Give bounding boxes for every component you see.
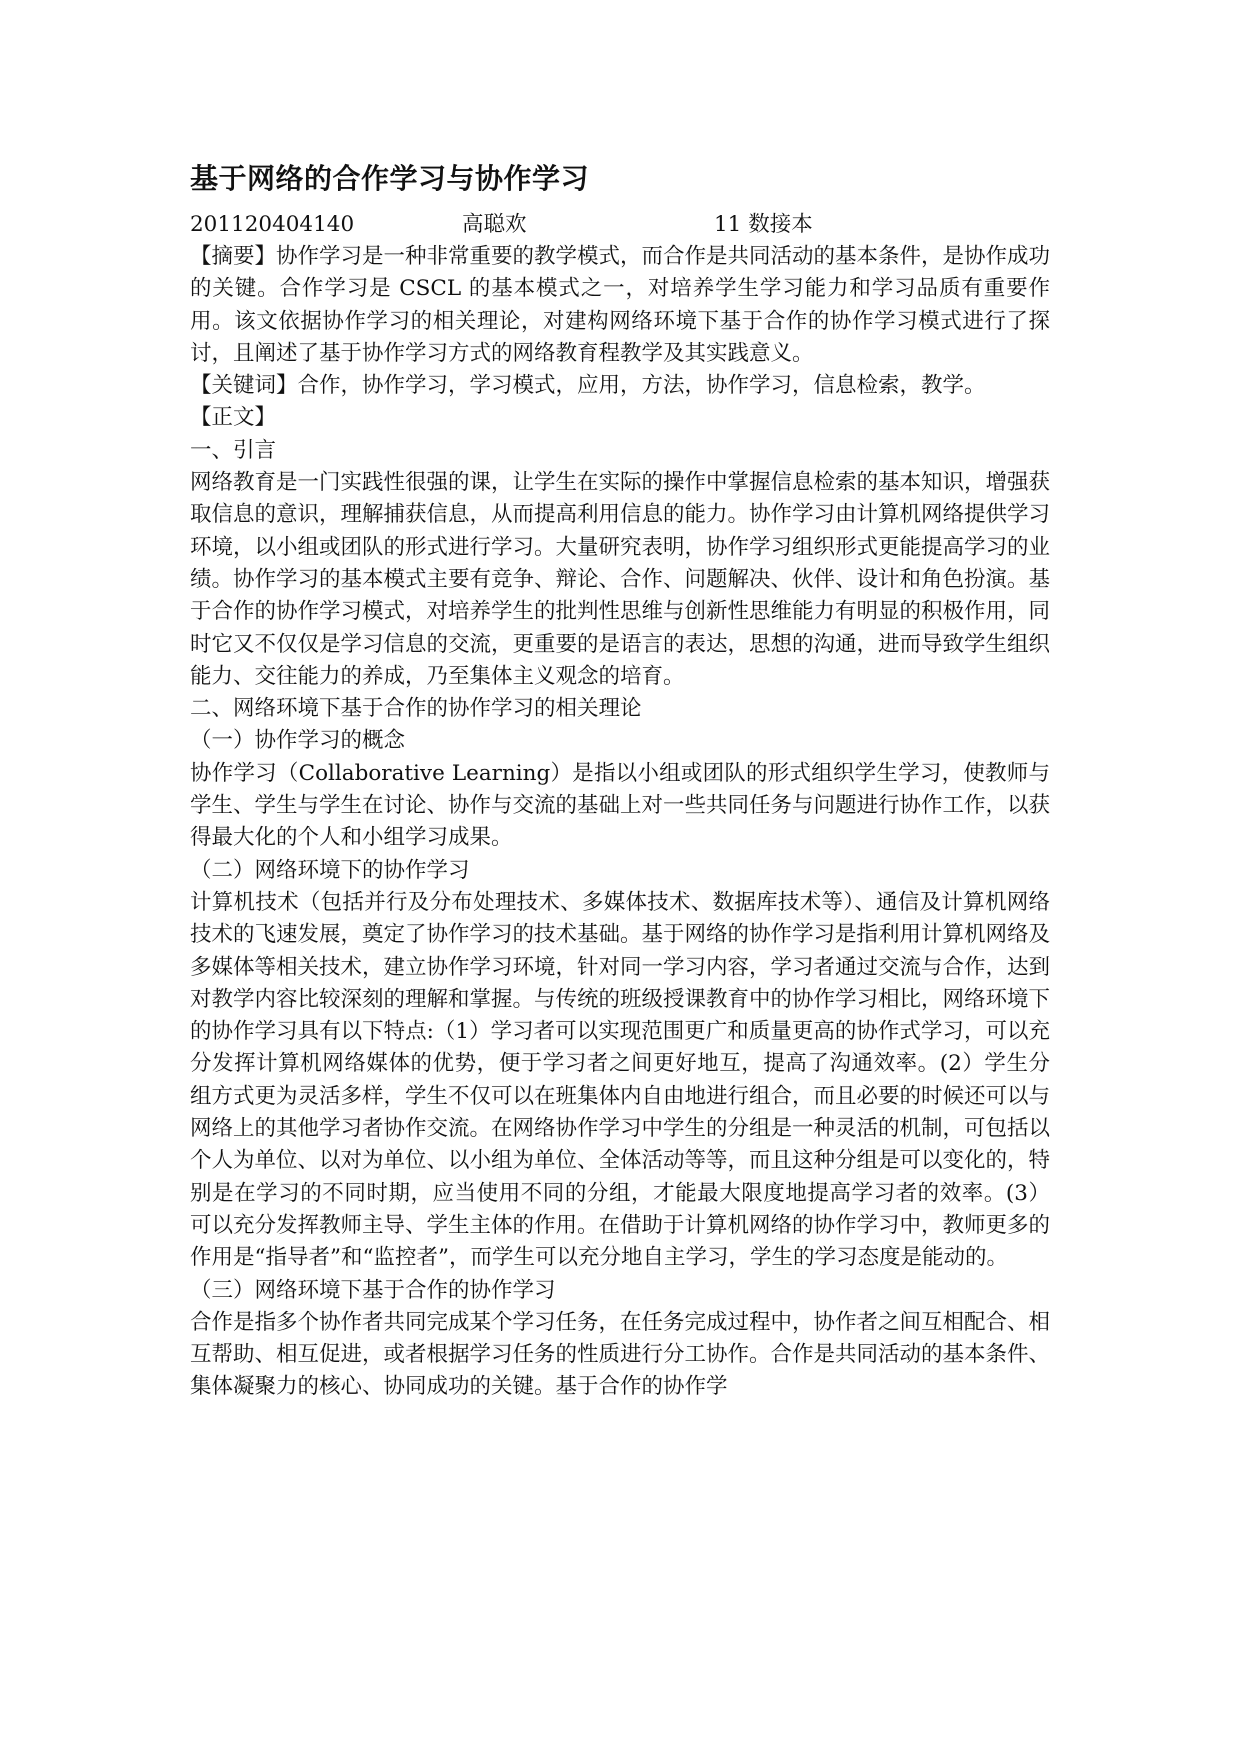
section-paragraph: 计算机技术（包括并行及分布处理技术、多媒体技术、数据库技术等）、通信及计算机网络技术的飞速发展，奠定了协作学习的技术基础。基于网络的协作学习是指利用计算机网络及多媒体等相关技术，建立协作学习环境，针对同一学习内容，学习者通过交流与合作，达到对教学内容比较深刻的理解和掌握。与传统的班级授课教育中的协作学习相比，网络环境下的协作学习具有以下特点:（1）学习者可以实现范围更广和质量更高的协作式学习，可以充分发挥计算机网络媒体的优势，便于学习者之间更好地互，提高了沟通效率。(2）学生分组方式更为灵活多样，学生不仅可以在班集体内自由地进行组合，而且必要的时候还可以与网络上的其他学习者协作交流。在网络协作学习中学生的分组是一种灵活的机制，可包括以个人为单位、以对为单位、以小组为单位、全体活动等等，而且这种分组是可以变化的，特别是在学习的不同时期，应当使用不同的分组，才能最大限度地提高学习者的效率。(3）可以充分发挥教师主导、学生主体的作用。在借助于计算机网络的协作学习中，教师更多的作用是“指导者”和“监控者”，而学生可以充分地自主学习，学生的学习态度是能动的。 [190,889,1051,1271]
author-name: 高聪欢 [462,212,527,237]
section-paragraph: 合作是指多个协作者共同完成某个学习任务，在任务完成过程中，协作者之间互相配合、相互帮助、相互促进，或者根据学习任务的性质进行分工协作。合作是共同活动的基本条件、集体凝聚力的核心、协同成功的关键。基于合作的协作学 [190,1309,1051,1400]
document-title: 基于网络的合作学习与协作学习 [190,162,590,195]
section-paragraph: 网络教育是一门实践性很强的课，让学生在实际的操作中掌握信息检索的基本知识，增强获取信息的意识，理解捕获信息，从而提高利用信息的能力。协作学习由计算机网络提供学习环境，以小组或团队的形式进行学习。大量研究表明，协作学习组织形式更能提高学习的业绩。协作学习的基本模式主要有竞争、辩论、合作、问题解决、伙伴、设计和角色扮演。基于合作的协作学习模式，对培养学生的批判性思维与创新性思维能力有明显的积极作用，同时它又不仅仅是学习信息的交流，更重要的是语言的表达，思想的沟通，进而导致学生组织能力、交往能力的养成，乃至集体主义观念的培育。 [190,470,1051,689]
class-name: 11 数接本 [714,212,813,237]
section-paragraph: 协作学习（Collaborative Learning）是指以小组或团队的形式组织学生学习，使教师与学生、学生与学生在讨论、协作与交流的基础上对一些共同任务与问题进行协作工作，以获得最大化的个人和小组学习成果。 [190,760,1051,851]
student-id: 201120404140 [190,212,355,237]
body-label: 【正文】 [190,405,277,431]
section-heading: 二、网络环境下基于合作的协作学习的相关理论 [190,696,642,722]
subsection-heading: （一）协作学习的概念 [190,728,406,754]
document-content [190,155,1050,1404]
section-heading: 一、引言 [190,437,277,463]
author-info [190,209,1050,241]
subsection-heading: （三）网络环境下基于合作的协作学习 [190,1277,556,1303]
subsection-heading: （二）网络环境下的协作学习 [190,857,470,883]
keywords-paragraph: 【关键词】合作，协作学习，学习模式，应用，方法，协作学习，信息检索，教学。 [190,373,986,399]
abstract-paragraph: 【摘要】协作学习是一种非常重要的教学模式，而合作是共同活动的基本条件，是协作成功的关键。合作学习是 CSCL 的基本模式之一，对培养学生学习能力和学习品质有重要作用。该文依据协作学习的相关理论，对建构网络环境下基于合作的协作学习模式进行了探讨，且阐述了基于协作学习方式的网络教育程教学及其实践意义。 [190,244,1051,366]
